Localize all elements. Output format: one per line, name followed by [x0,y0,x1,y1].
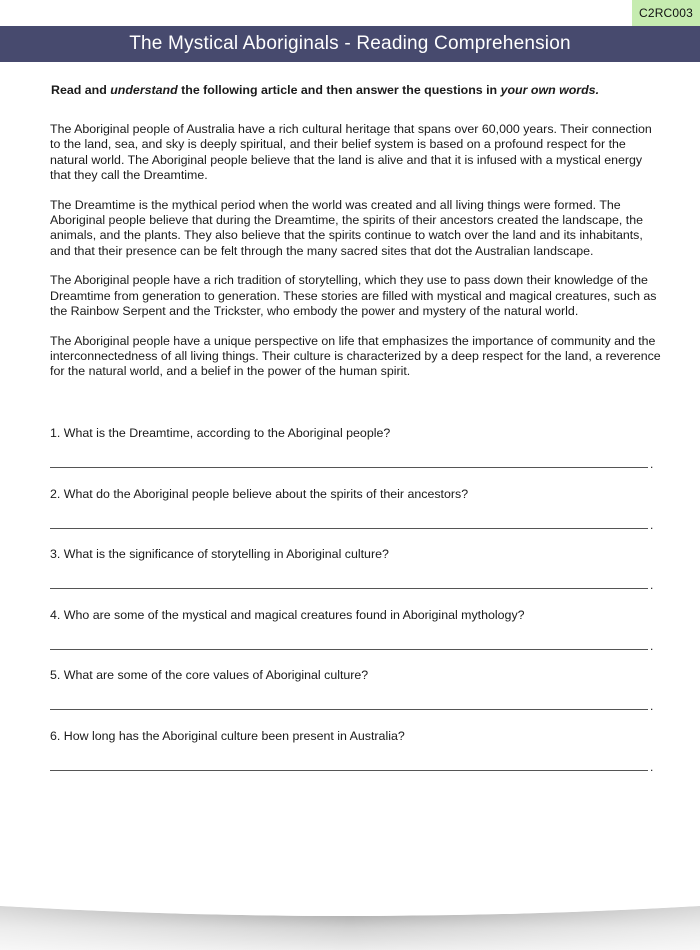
answer-line[interactable] [50,588,648,589]
question-text: 4. Who are some of the mystical and magical creatures found in Aboriginal mythology? [50,607,525,622]
question-text: 3. What is the significance of storytelling in Aboriginal culture? [50,547,389,561]
worksheet-code-badge: C2RC003 [632,0,700,26]
answer-line[interactable] [50,709,648,710]
article-paragraph: The Aboriginal people have a rich tradition of storytelling, which they use to pass down their knowledge of the Dreamtime from generation to generation. These stories are filled with mystical and magical creatures, such as the Rainbow Serpent and the Trickster, who embody the power and mystery of the natural world. [50,273,657,318]
answer-line-end-mark: . [650,699,654,713]
article [50,122,662,394]
answer-line[interactable] [50,649,648,650]
question-text: 1. What is the Dreamtime, according to the Aboriginal people? [50,426,391,440]
question-item [50,487,660,548]
instructions-emphasis-own-words: your own words. [500,83,600,97]
question-item [50,668,660,729]
footer-page-curl-decoration [0,900,700,950]
answer-line[interactable] [50,770,648,771]
instructions-part-1: Read and [51,83,111,97]
article-paragraph: The Aboriginal people have a unique perspective on life that emphasizes the importance of community and the interconnectedness of all living things. Their culture is characterized by a deep respect for the land, a reverence for the natural world, and a belief in the power of the human spirit. [50,333,661,379]
question-item [50,729,660,790]
question-text: 6. How long has the Aboriginal culture been present in Australia? [50,728,405,743]
article-paragraph: The Aboriginal people of Australia have a rich cultural heritage that spans over 60,000 years. Their connection to the land, sea, and sky is deeply spiritual, and their belief system is based on a profound respect for the natural world. The Aboriginal people believe that the land is alive and that it is infused with a mystical energy that they call the Dreamtime. [50,122,652,182]
instructions [51,83,661,97]
article-paragraph: The Dreamtime is the mythical period when the world was created and all living things were formed. The Aboriginal people believe that during the Dreamtime, the spirits of their ancestors created the landscape, the animals, and the plants. They also believe that the spirits continue to watch over the land and its inhabitants, and that their presence can be felt through the many sacred sites that dot the Australian landscape. [50,197,644,258]
question-text: 5. What are some of the core values of Aboriginal culture? [50,668,369,682]
instructions-part-2: the following article and then answer the questions in [177,83,501,97]
question-item [50,608,660,669]
answer-line[interactable] [50,528,648,529]
answer-line-end-mark: . [650,638,654,653]
question-text: 2. What do the Aboriginal people believe about the spirits of their ancestors? [50,486,469,501]
answer-line-end-mark: . [650,457,654,471]
answer-line-end-mark: . [650,578,654,592]
page-title: The Mystical Aboriginals - Reading Comprehension [0,26,700,62]
instructions-emphasis-understand: understand [110,83,178,97]
question-item [50,426,660,487]
question-list [50,426,660,789]
answer-line-end-mark: . [650,517,654,532]
answer-line[interactable] [50,467,648,468]
answer-line-end-mark: . [650,759,654,774]
question-item [50,547,660,608]
